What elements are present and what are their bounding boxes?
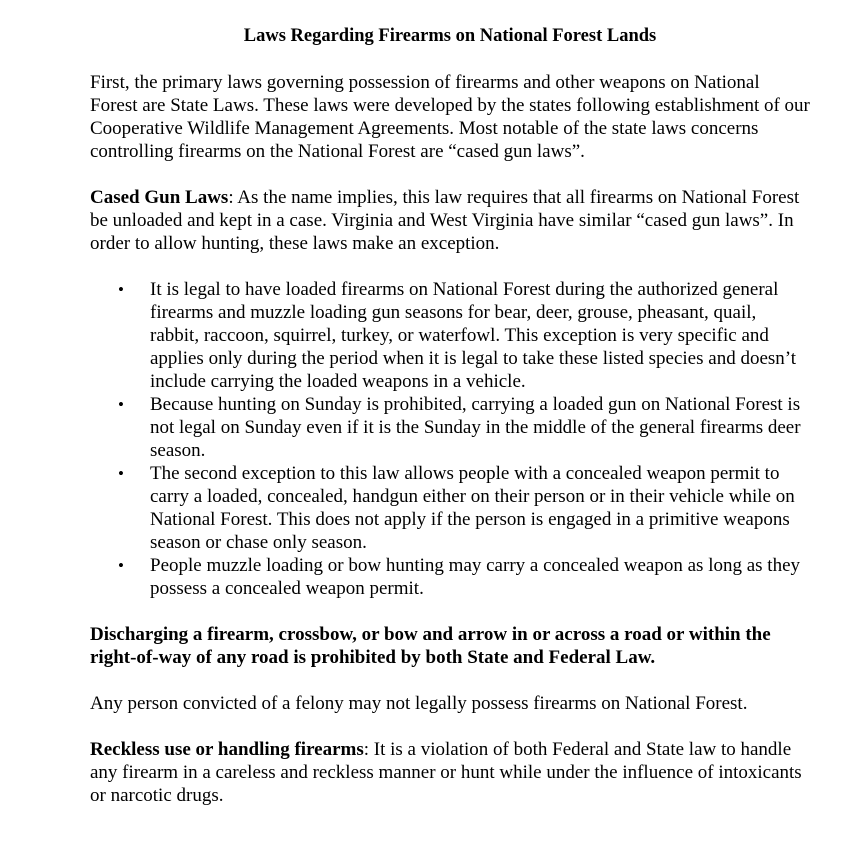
exceptions-list: [90, 278, 810, 600]
document-title: Laws Regarding Firearms on National Forest Lands: [243, 26, 657, 46]
reckless-heading: Reckless use or handling firearms: [90, 739, 364, 760]
list-item-text: The second exception to this law allows people with a concealed weapon permit to carry a loaded, concealed, handgun either on their person or in their vehicle while on National Forest. This does not apply if the person is engaged in a primitive weapons season or chase only season.: [150, 463, 795, 553]
reckless-text: : It is a violation of both Federal and State law to handle any firearm in a careless and reckless manner or hunt while under the influence of intoxicants or narcotic drugs.: [90, 739, 802, 806]
list-item-text: It is legal to have loaded firearms on National Forest during the authorized general firearms and muzzle loading gun seasons for bear, deer, grouse, pheasant, quail, rabbit, raccoon, squirrel, turkey, or waterfowl. This exception is very specific and applies only during the period when it is legal to take these listed species and doesn’t include carrying the loaded weapons in a vehicle.: [150, 279, 797, 392]
cased-gun-heading: Cased Gun Laws: [90, 187, 229, 208]
list-item-text: People muzzle loading or bow hunting may carry a concealed weapon as long as they possess a concealed weapon permit.: [150, 555, 801, 599]
bullet-icon: •: [118, 556, 124, 575]
list-item: [118, 462, 810, 554]
document-page: [90, 25, 810, 807]
list-item: [118, 554, 810, 600]
intro-paragraph: First, the primary laws governing possession of firearms and other weapons on National Forest are State Laws. These laws were developed by the states following establishment of our Cooperative Wildlife Management Agreements. Most notable of the state laws concerns controlling firearms on the National Forest are “cased gun laws”.: [90, 72, 810, 162]
reckless-paragraph: [90, 738, 810, 807]
cased-gun-paragraph: [90, 186, 810, 255]
bullet-icon: •: [118, 395, 124, 414]
list-item: [118, 393, 810, 462]
bullet-icon: •: [118, 464, 124, 483]
list-item-text: Because hunting on Sunday is prohibited, carrying a loaded gun on National Forest is not legal on Sunday even if it is the Sunday in the middle of the general firearms deer season.: [150, 394, 801, 461]
bullet-icon: •: [118, 280, 124, 299]
cased-gun-text: : As the name implies, this law requires that all firearms on National Forest be unloaded and kept in a case. Virginia and West Virginia have similar “cased gun laws”. In order to allow hunting, these laws make an exception.: [90, 187, 800, 254]
felony-paragraph: Any person convicted of a felony may not legally possess firearms on National Forest.: [90, 693, 748, 714]
discharging-paragraph: Discharging a firearm, crossbow, or bow and arrow in or across a road or within the right-of-way of any road is prohibited by both State and Federal Law.: [90, 624, 771, 668]
list-item: [118, 278, 810, 393]
